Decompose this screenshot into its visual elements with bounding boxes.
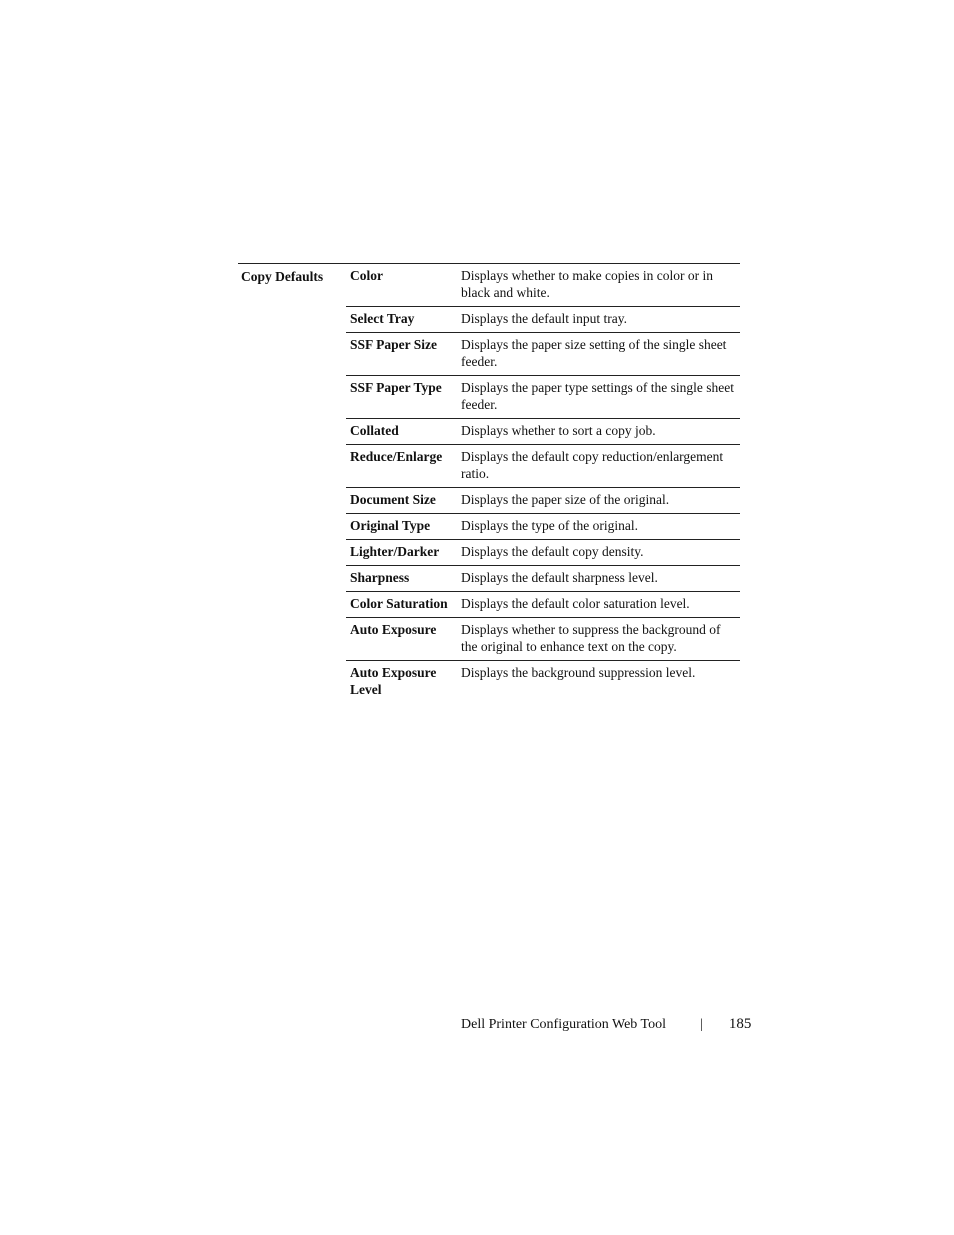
table-row [346, 514, 740, 540]
setting-name: Document Size [350, 492, 436, 507]
table-row [346, 566, 740, 592]
footer-title: Dell Printer Configuration Web Tool [461, 1017, 667, 1032]
footer-separator: | [700, 1017, 703, 1032]
settings-table [238, 263, 740, 703]
setting-name: Lighter/Darker [350, 544, 440, 559]
setting-description: Displays the paper size setting of the single sheet feeder. [461, 337, 727, 369]
table-row [346, 661, 740, 703]
section-label: Copy Defaults [241, 269, 324, 284]
setting-name: Collated [350, 423, 399, 438]
setting-description: Displays whether to suppress the background of the original to enhance text on the copy. [461, 622, 721, 654]
setting-name: SSF Paper Type [350, 380, 442, 395]
setting-name: Reduce/Enlarge [350, 449, 443, 464]
table-row [346, 618, 740, 661]
setting-description: Displays the default input tray. [461, 311, 627, 326]
setting-description: Displays the default copy density. [461, 544, 644, 559]
setting-name: Color Saturation [350, 596, 448, 611]
table-row [346, 307, 740, 333]
setting-description: Displays the default sharpness level. [461, 570, 658, 585]
table-row [346, 592, 740, 618]
setting-name: Auto Exposure Level [350, 665, 437, 697]
table-row [346, 419, 740, 445]
setting-description: Displays the default color saturation level. [461, 596, 690, 611]
setting-description: Displays whether to make copies in color or in black and white. [461, 268, 713, 300]
table-row [346, 376, 740, 419]
setting-name: Select Tray [350, 311, 415, 326]
setting-description: Displays the paper size of the original. [461, 492, 670, 507]
setting-name: SSF Paper Size [350, 337, 437, 352]
setting-description: Displays the default copy reduction/enlargement ratio. [461, 449, 724, 481]
table-row [346, 264, 740, 307]
setting-name: Auto Exposure [350, 622, 437, 637]
table-row [346, 333, 740, 376]
settings-rows [346, 264, 740, 703]
setting-name: Sharpness [350, 570, 410, 585]
table-row [346, 445, 740, 488]
setting-description: Displays the background suppression level. [461, 665, 696, 680]
table-row [346, 540, 740, 566]
page-footer [461, 1014, 751, 1035]
setting-description: Displays the paper type settings of the single sheet feeder. [461, 380, 734, 412]
page-number: 185 [728, 1016, 752, 1032]
table-row [346, 488, 740, 514]
setting-description: Displays whether to sort a copy job. [461, 423, 656, 438]
setting-name: Color [350, 268, 383, 283]
setting-name: Original Type [350, 518, 431, 533]
setting-description: Displays the type of the original. [461, 518, 638, 533]
